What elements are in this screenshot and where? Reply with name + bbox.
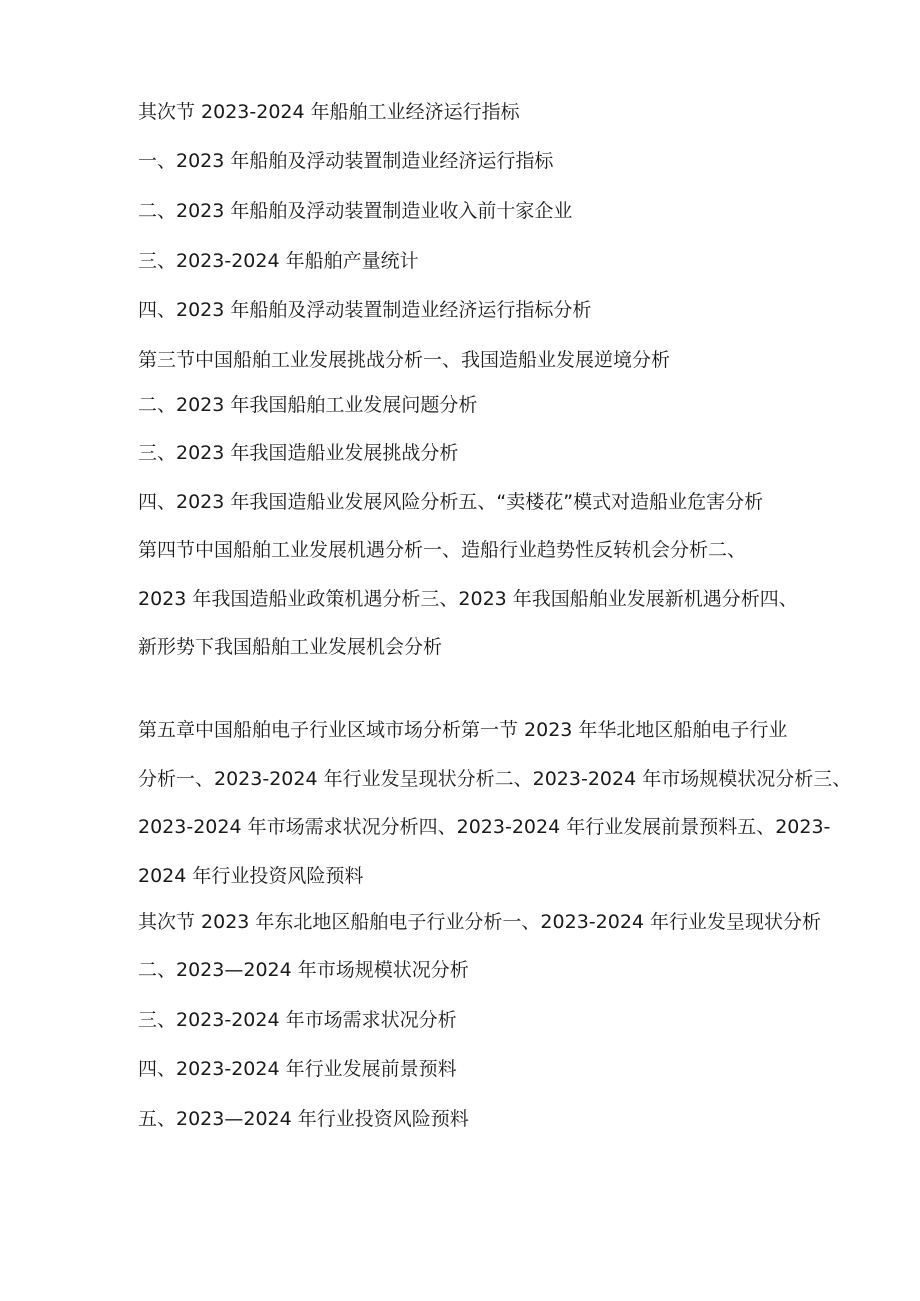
toc-line: 2023 年我国造船业政策机遇分析三、2023 年我国船舶业发展新机遇分析四、 [138, 588, 798, 610]
toc-line: 二、2023 年我国船舶工业发展问题分析 [138, 394, 478, 416]
toc-line: 2024 年行业投资风险预料 [138, 865, 364, 887]
toc-line: 一、2023 年船舶及浮动装置制造业经济运行指标 [138, 150, 554, 172]
toc-line: 第五章中国船舶电子行业区域市场分析第一节 2023 年华北地区船舶电子行业 [138, 719, 788, 741]
toc-line: 三、2023 年我国造船业发展挑战分析 [138, 442, 459, 464]
toc-line: 新形势下我国船舶工业发展机会分析 [138, 636, 443, 658]
toc-line: 三、2023-2024 年船舶产量统计 [138, 250, 419, 272]
toc-line: 四、2023 年船舶及浮动装置制造业经济运行指标分析 [138, 299, 592, 321]
toc-line: 分析一、2023-2024 年行业发呈现状分析二、2023-2024 年市场规模状况分析三、 [138, 768, 852, 790]
toc-line: 五、2023—2024 年行业投资风险预料 [138, 1108, 469, 1130]
toc-line: 三、2023-2024 年市场需求状况分析 [138, 1009, 457, 1031]
toc-line: 二、2023—2024 年市场规模状况分析 [138, 959, 469, 981]
toc-line: 第四节中国船舶工业发展机遇分析一、造船行业趋势性反转机会分析二、 [138, 539, 747, 561]
toc-line: 其次节 2023-2024 年船舶工业经济运行指标 [138, 101, 520, 123]
toc-line: 二、2023 年船舶及浮动装置制造业收入前十家企业 [138, 200, 573, 222]
toc-line: 第三节中国船舶工业发展挑战分析一、我国造船业发展逆境分析 [138, 349, 671, 371]
toc-line: 四、2023 年我国造船业发展风险分析五、“卖楼花”模式对造船业危害分析 [138, 491, 764, 513]
toc-line: 2023-2024 年市场需求状况分析四、2023-2024 年行业发展前景预料五、2023- [138, 816, 831, 838]
toc-line: 其次节 2023 年东北地区船舶电子行业分析一、2023-2024 年行业发呈现状分析 [138, 911, 822, 933]
toc-line: 四、2023-2024 年行业发展前景预料 [138, 1058, 457, 1080]
